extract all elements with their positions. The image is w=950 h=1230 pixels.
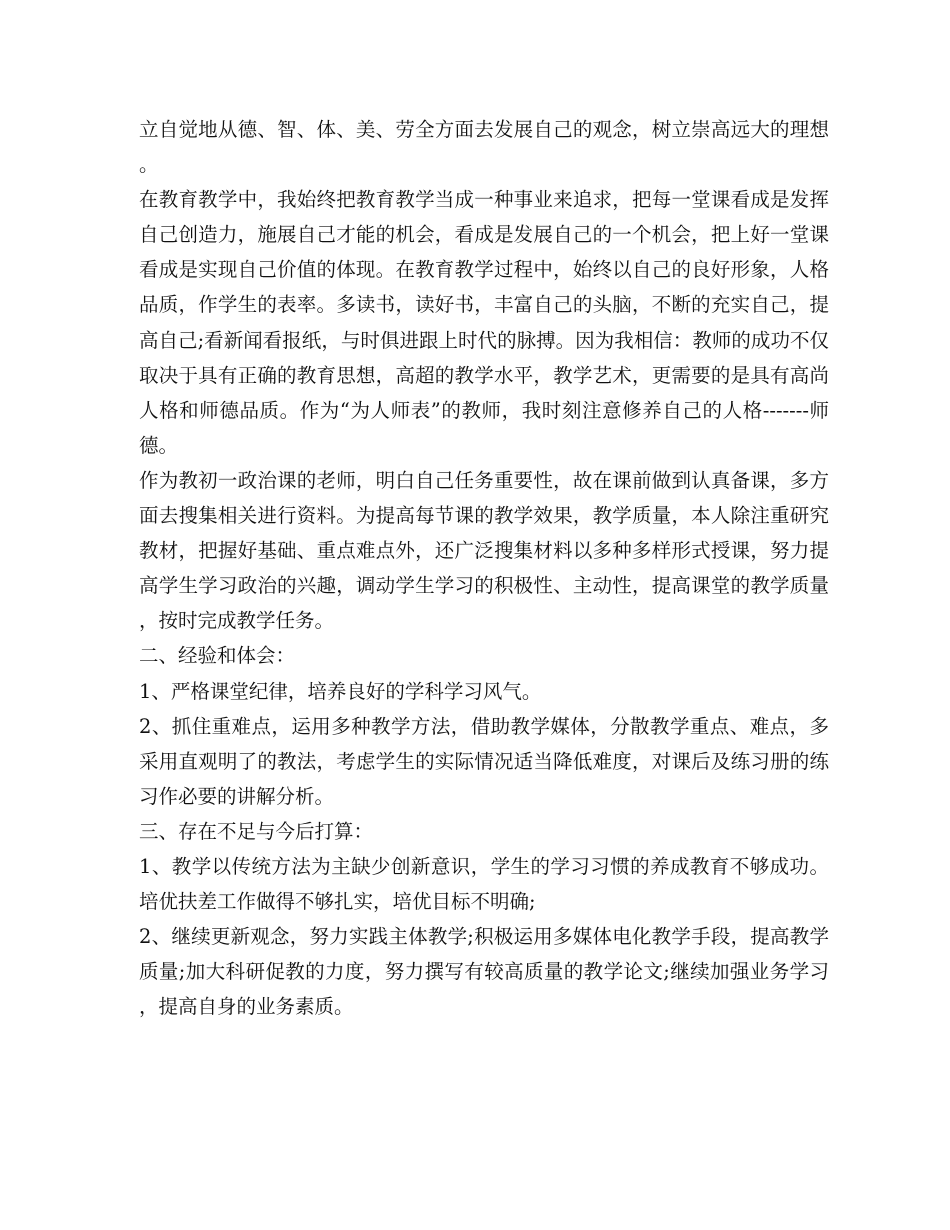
list-item-experience-2: 2、抓住重难点，运用多种教学方法，借助教学媒体，分散教学重点、难点，多采用直观明了的教法，考虑学生的实际情况适当降低难度，对课后及练习册的练习作必要的讲解分析。 — [139, 714, 829, 808]
section-heading-shortcomings: 三、存在不足与今后打算： — [139, 819, 374, 843]
paragraph-teaching-philosophy: 在教育教学中，我始终把教育教学当成一种事业来追求，把每一堂课看成是发挥自己创造力，施展自己才能的机会，看成是发展自己的一个机会，把上好一堂课看成是实现自己价值的体现。在教育教学过程中，始终以自己的良好形象，人格品质，作学生的表率。多读书，读好书，丰富自己的头脑，不断的充实自己，提高自己;看新闻看报纸，与时俱进跟上时代的脉搏。因为我相信：教师的成功不仅取决于具有正确的教育思想，高超的教学水平，教学艺术，更需要的是具有高尚人格和师德品质。作为“为人师表”的教师，我时刻注意修养自己的人格-------师德。 — [139, 188, 829, 457]
document-page — [139, 112, 829, 1024]
list-item-experience-1: 1、严格课堂纪律，培养良好的学科学习风气。 — [139, 679, 542, 703]
list-item-shortcoming-1: 1、教学以传统方法为主缺少创新意识，学生的学习习惯的养成教育不够成功。培优扶差工作做得不够扎实，培优目标不明确; — [139, 854, 829, 914]
list-item-plan-2: 2、继续更新观念，努力实践主体教学;积极运用多媒体电化教学手段，提高教学质量;加大科研促教的力度，努力撰写有较高质量的教学论文;继续加强业务学习，提高自身的业务素质。 — [139, 925, 829, 1019]
paragraph-politics-class: 作为教初一政治课的老师，明白自己任务重要性，故在课前做到认真备课，多方面去搜集相关进行资料。为提高每节课的教学效果，教学质量，本人除注重研究教材，把握好基础、重点难点外，还广泛搜集材料以多种多样形式授课，努力提高学生学习政治的兴趣，调动学生学习的积极性、主动性，提高课堂的教学质量，按时完成教学任务。 — [139, 468, 829, 633]
paragraph-intro-continuation: 立自觉地从德、智、体、美、劳全方面去发展自己的观念，树立崇高远大的理想。 — [139, 118, 829, 177]
section-heading-experience: 二、经验和体会： — [139, 644, 296, 668]
